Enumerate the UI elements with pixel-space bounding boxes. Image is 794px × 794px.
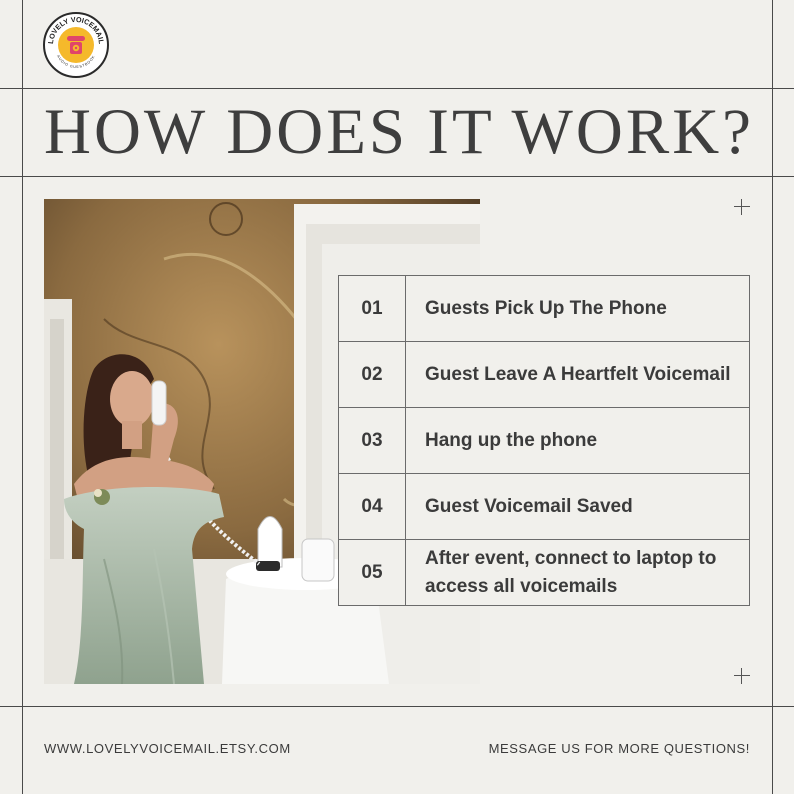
logo-text-top: LOVELY VOICEMAIL xyxy=(45,14,107,45)
page-title: HOW DOES IT WORK? xyxy=(44,96,754,168)
step-text: Guest Voicemail Saved xyxy=(425,495,633,517)
step-text: Guests Pick Up The Phone xyxy=(425,297,667,319)
website-link[interactable]: WWW.LOVELYVOICEMAIL.ETSY.COM xyxy=(44,741,291,756)
plus-icon-top xyxy=(734,199,750,215)
brand-logo xyxy=(43,12,109,78)
step-number: 04 xyxy=(339,474,406,539)
step-row xyxy=(339,407,749,473)
step-text: After event, connect to laptop to access all voicemails xyxy=(425,547,717,597)
step-number: 02 xyxy=(339,342,406,407)
divider-right xyxy=(772,0,773,794)
divider-left xyxy=(22,0,23,794)
step-row xyxy=(339,473,749,539)
contact-message: MESSAGE US FOR MORE QUESTIONS! xyxy=(488,741,750,756)
step-number: 01 xyxy=(339,276,406,341)
steps-table xyxy=(338,275,750,606)
step-row xyxy=(339,276,749,341)
step-number: 05 xyxy=(339,540,406,605)
divider-footer xyxy=(0,706,794,707)
step-number: 03 xyxy=(339,408,406,473)
divider-top xyxy=(0,88,794,89)
step-row xyxy=(339,341,749,407)
divider-under-title xyxy=(0,176,794,177)
step-text: Guest Leave A Heartfelt Voicemail xyxy=(425,363,731,385)
step-row xyxy=(339,539,749,605)
telephone-icon xyxy=(64,33,88,57)
step-text: Hang up the phone xyxy=(425,429,598,451)
plus-icon-bottom xyxy=(734,668,750,684)
logo-text-bottom: AUDIO GUESTBOOK xyxy=(56,54,96,70)
